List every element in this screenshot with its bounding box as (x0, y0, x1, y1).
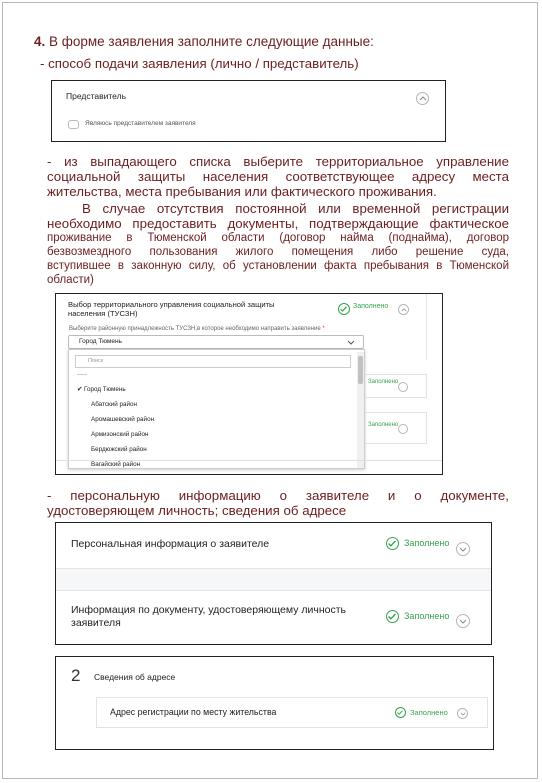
representative-panel (51, 80, 446, 142)
dropdown-line-2: социальной защиты населения соответствующее адресу места (47, 169, 509, 184)
bullet-method: - способ подачи заявления (лично / представитель) (40, 56, 359, 71)
check-circle-icon (386, 610, 399, 623)
hidden-status-1: Заполнено (368, 379, 399, 385)
personal-line-1: - персональную информацию о заявителе и о документе, (47, 488, 509, 503)
option-empty[interactable]: ----- (77, 372, 87, 378)
tuszn-dropdown-list (68, 349, 365, 469)
option[interactable]: Абатский район (91, 401, 138, 408)
hidden-section-1 (366, 374, 427, 398)
scrollbar-thumb[interactable] (358, 356, 363, 384)
option[interactable]: Аромашевский район (91, 416, 155, 423)
divider-band (56, 568, 492, 591)
case-line-6: области) (47, 274, 94, 286)
tuszn-hint-text: Выберите районную принадлежность ТУСЗН,в которое необходимо направить заявление (69, 326, 321, 332)
option-selected[interactable] (77, 386, 126, 393)
option-label: Город Тюмень (84, 386, 126, 393)
personal-row-status: Заполнено (404, 538, 450, 548)
option[interactable]: Вагайский район (91, 461, 141, 468)
step-text: В форме заявления заполните следующие данные: (45, 34, 374, 49)
hidden-status-2: Заполнено (368, 422, 399, 428)
document-row-status: Заполнено (404, 611, 450, 621)
tuszn-title-line-1: Выбор территориального управления социальной защиты (68, 300, 275, 309)
address-subsection-title: Адрес регистрации по месту жительства (110, 707, 277, 717)
tuszn-hint (69, 326, 325, 332)
document-row-title (71, 604, 346, 630)
chevron-down-icon[interactable] (398, 382, 408, 392)
check-circle-icon (338, 303, 350, 315)
divider (56, 460, 443, 461)
tuszn-select-value: Город Тюмень (79, 338, 122, 345)
address-subsection (96, 697, 488, 728)
tuszn-title-line-2: населения (ТУСЗН) (68, 309, 138, 318)
hidden-section-2 (366, 412, 427, 444)
address-status: Заполнено (410, 708, 448, 717)
step-number: 4. (34, 34, 46, 49)
case-line-3: проживание в Тюменской области (договор найма (поднайма), договор (47, 232, 509, 244)
tuszn-panel (55, 293, 443, 475)
check-circle-icon (386, 537, 399, 550)
option[interactable]: Бердюжский район (91, 446, 147, 453)
document-row-title-line-1: Информация по документу, удостоверяющему личность (71, 604, 346, 616)
document-row-title-line-2: заявителя (71, 617, 121, 629)
case-line-4: безвозмездного пользования жилого помещения либо решение суда, (47, 246, 509, 258)
address-panel (55, 656, 494, 750)
case-line-5: вступившее в законную силу, об установлении факта пребывания в Тюменской (47, 260, 509, 272)
chevron-up-icon[interactable] (416, 92, 429, 105)
check-icon: ✔ (77, 386, 83, 393)
personal-line-2: удостоверяющем личность; сведения об адресе (47, 503, 347, 518)
search-placeholder: Поиск (88, 358, 104, 364)
representative-title: Представитель (66, 91, 127, 101)
required-mark: * (322, 326, 325, 332)
chevron-down-icon[interactable] (456, 542, 470, 556)
chevron-down-icon[interactable] (456, 614, 470, 628)
chevron-up-icon[interactable] (398, 304, 409, 315)
tuszn-title (68, 300, 275, 318)
case-line-1: В случае отсутствия постоянной или временной регистрации (82, 201, 509, 216)
divider (426, 294, 427, 360)
personal-panel (55, 522, 492, 645)
search-input[interactable] (75, 355, 351, 368)
dropdown-line-3: жительства, места пребывания или фактического проживания. (47, 184, 437, 199)
step-heading (34, 34, 374, 49)
representative-checkbox[interactable] (68, 120, 79, 129)
case-line-2: необходимо предоставить документы, подтверждающие фактическое (47, 216, 509, 231)
dropdown-line-1: - из выпадающего списка выберите территориальное управление (47, 154, 509, 169)
check-circle-icon (395, 707, 406, 718)
section-number: 2 (71, 666, 81, 685)
personal-row-title: Персональная информация о заявителе (71, 538, 270, 550)
tuszn-select[interactable] (68, 335, 364, 349)
address-section-title: Сведения об адресе (94, 672, 176, 682)
chevron-down-icon[interactable] (398, 424, 408, 434)
chevron-down-icon (347, 340, 355, 345)
chevron-down-icon[interactable] (457, 708, 468, 719)
representative-checkbox-label: Являюсь представителем заявителя (85, 120, 196, 127)
tuszn-status: Заполнено (353, 303, 389, 310)
option[interactable]: Армизонский район (91, 431, 149, 438)
